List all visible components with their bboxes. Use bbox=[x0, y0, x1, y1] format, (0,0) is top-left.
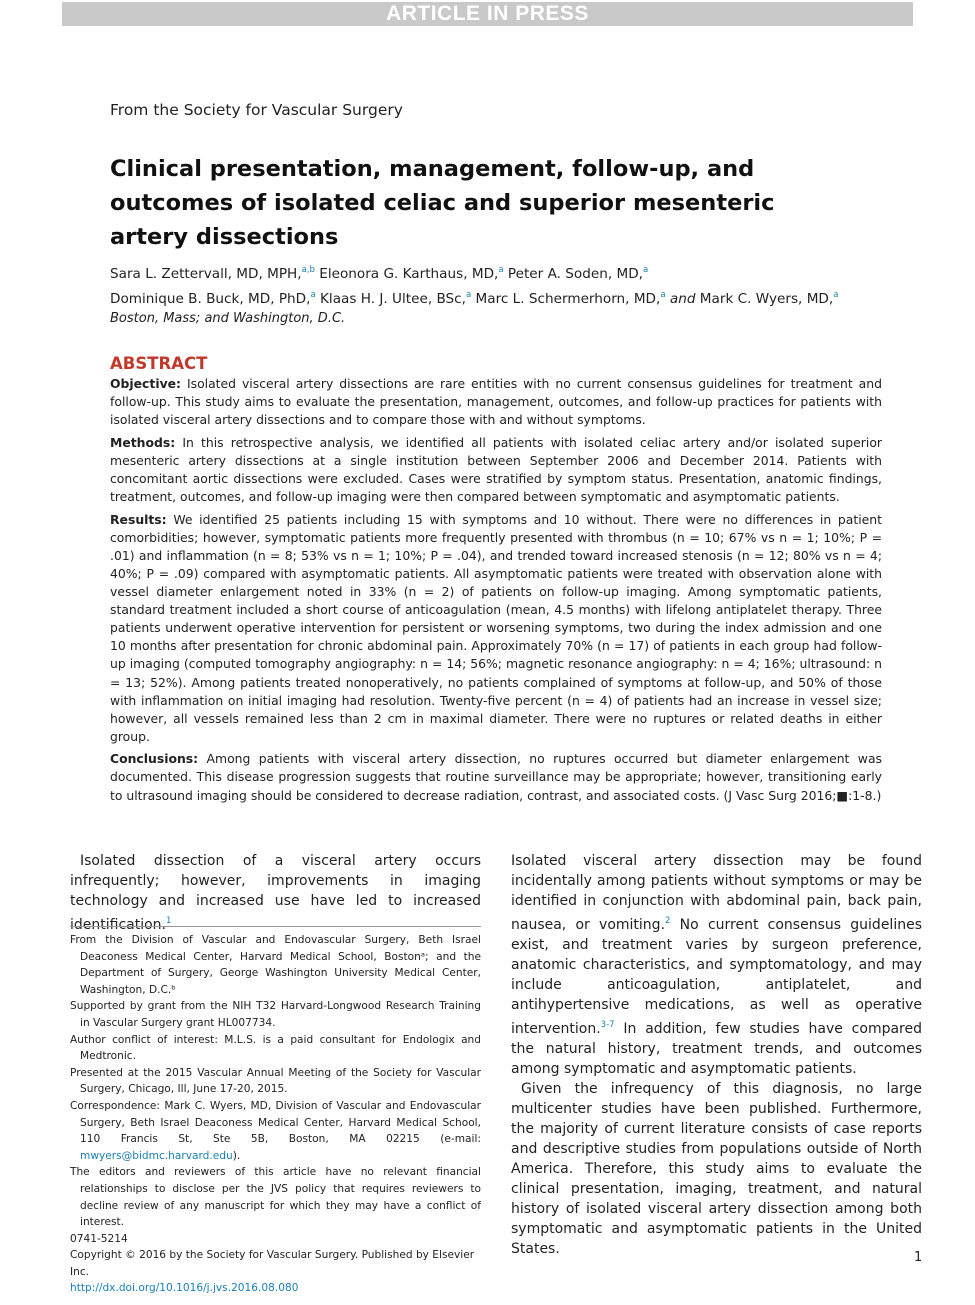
body-paragraph bbox=[511, 851, 922, 1079]
footnote-correspondence bbox=[70, 1098, 481, 1164]
email-link[interactable]: mwyers@bidmc.harvard.edu bbox=[80, 1149, 233, 1162]
reference-link[interactable]: 2 bbox=[665, 916, 671, 926]
author-affil-sup[interactable]: a bbox=[660, 289, 666, 300]
author-name: Sara L. Zettervall, MD, MPH, bbox=[110, 266, 302, 282]
abstract-body bbox=[110, 375, 882, 809]
copyright: Copyright © 2016 by the Society for Vascular Surgery. Published by Elsevier Inc. bbox=[70, 1249, 475, 1278]
body-right-column bbox=[511, 851, 922, 1259]
page-number: 1 bbox=[914, 1250, 923, 1265]
author-affil-sup[interactable]: a bbox=[310, 289, 316, 300]
author-affil-sup[interactable]: a bbox=[833, 289, 839, 300]
reference-link[interactable]: 3-7 bbox=[600, 1020, 615, 1030]
conclusions-text: Among patients with visceral artery dissection, no ruptures occurred but diameter enlargement was documented. This disease progression suggests that routine surveillance may be appropriate; however, transitioning early to ultrasound imaging should be considered to decrease radiation, contrast, and associated costs. (J Vasc Surg 2016;■:1-8.) bbox=[110, 751, 882, 803]
footnote-presented: Presented at the 2015 Vascular Annual Meeting of the Society for Vascular Surgery, Chicago, Ill, June 17-20, 2015. bbox=[70, 1066, 481, 1096]
abstract-objective bbox=[110, 375, 882, 429]
reference-link[interactable]: 1 bbox=[166, 916, 172, 926]
title-line-3: artery dissections bbox=[110, 224, 339, 250]
author-affil-sup[interactable]: a bbox=[465, 289, 472, 300]
author-affiliation: Boston, Mass; and Washington, D.C. bbox=[110, 311, 346, 326]
article-in-press-banner: ARTICLE IN PRESS bbox=[62, 2, 913, 26]
author-list bbox=[110, 260, 900, 330]
author-name: Klaas H. J. Ultee, BSc, bbox=[320, 290, 466, 307]
author-line-1 bbox=[110, 260, 900, 285]
abstract-methods bbox=[110, 434, 882, 506]
footnote-divider bbox=[70, 926, 481, 927]
author-name: Marc L. Schermerhorn, MD, bbox=[475, 290, 661, 307]
authors-conjunction: and bbox=[669, 290, 696, 307]
results-label: Results: bbox=[110, 511, 167, 527]
author-name: Mark C. Wyers, MD, bbox=[699, 290, 834, 307]
body-paragraph-text: Isolated dissection of a visceral artery occurs infrequently; however, improvements in imaging technology and increased use have led to increased identification. bbox=[70, 853, 481, 933]
abstract-conclusions bbox=[110, 750, 882, 804]
body-left-column bbox=[70, 851, 481, 935]
author-affil-sup[interactable]: a bbox=[643, 265, 649, 275]
author-name: Dominique B. Buck, MD, PhD, bbox=[110, 290, 311, 307]
footnote-editors: The editors and reviewers of this article have no relevant financial relationships to disclose per the JVS policy that requires reviewers to decline review of any manuscript for which they may have a conflict of interest. bbox=[70, 1166, 481, 1229]
footnote-grant: Supported by grant from the NIH T32 Harvard-Longwood Research Training in Vascular Surgery grant HL007734. bbox=[70, 1000, 481, 1029]
body-paragraph: Given the infrequency of this diagnosis, no large multicenter studies have been published. Furthermore, the majority of current literature consists of case reports and descriptive studies from populations outside of North America. Therefore, this study aims to evaluate the clinical presentation, imaging, treatment, and natural history of isolated visceral artery dissection among both symptomatic and asymptomatic patients in the United States. bbox=[511, 1081, 922, 1257]
body-text: In addition, few studies have compared the natural history, treatment trends, and outcomes among symptomatic and asymptomatic patients. bbox=[511, 1021, 922, 1077]
footnote-affiliation: From the Division of Vascular and Endovascular Surgery, Beth Israel Deaconess Medical Center, Harvard Medical School, Bostonᵃ; and the Department of Surgery, George Washington University Medical Center, Washington, D.C.ᵇ bbox=[70, 934, 481, 996]
author-name: Peter A. Soden, MD, bbox=[507, 266, 644, 282]
author-name: Eleonora G. Karthaus, MD, bbox=[319, 266, 499, 282]
conclusions-label: Conclusions: bbox=[110, 751, 199, 767]
methods-label: Methods: bbox=[110, 434, 176, 450]
section-label: From the Society for Vascular Surgery bbox=[110, 101, 403, 119]
author-line-2 bbox=[110, 285, 900, 310]
correspondence-text: Correspondence: Mark C. Wyers, MD, Division of Vascular and Endovascular Surgery, Beth Israel Deaconess Medical Center, Harvard Medical School, 110 Francis St, Ste 5B, Boston, MA 02215 (e-mail: bbox=[70, 1099, 481, 1146]
issn: 0741-5214 bbox=[70, 1232, 128, 1245]
objective-label: Objective: bbox=[110, 376, 182, 391]
footnotes bbox=[70, 932, 481, 1297]
methods-text: In this retrospective analysis, we identified all patients with isolated celiac artery and/or isolated superior mesenteric artery dissections at a single institution between September 2006 and December 2014. Patients with concomitant aortic dissections were excluded. Cases were stratified by symptom status. Presentation, anatomic findings, treatment, outcomes, and follow-up imaging were then compared between symptomatic and asymptomatic patients. bbox=[110, 434, 882, 505]
doi-link[interactable]: http://dx.doi.org/10.1016/j.jvs.2016.08.080 bbox=[70, 1282, 299, 1295]
article-title bbox=[110, 152, 810, 254]
objective-text: Isolated visceral artery dissections are rare entities with no current consensus guidelines for treatment and follow-up. This study aims to evaluate the presentation, management, outcomes, and follow-up practices for patients with isolated visceral artery dissections and to compare those with and without symptoms. bbox=[110, 376, 882, 428]
title-line-1: Clinical presentation, management, follow-up, and bbox=[110, 156, 755, 182]
author-affil-sup[interactable]: a,b bbox=[301, 265, 315, 275]
body-text: No current consensus guidelines exist, and treatment varies by surgeon preference, anatomic characteristics, and symptomatology, and may include anticoagulation, antiplatelet, and antihypertensive medications, as well as operative intervention. bbox=[511, 917, 922, 1037]
results-text: We identified 25 patients including 15 with symptoms and 10 without. There were no differences in patient comorbidities; however, symptomatic patients more frequently presented with thrombus (n = 10; 67% vs n = 1; 10%; P = .01) and inflammation (n = 8; 53% vs n = 1; 10%; P = .04), and trended toward increased stenosis (n = 12; 80% vs n = 4; 40%; P = .09) compared with asymptomatic patients. All asymptomatic patients were treated with observation alone with vessel diameter enlargement noted in 33% (n = 2) of patients on follow-up imaging. Among symptomatic patients, standard treatment included a short course of anticoagulation (mean, 4.5 months) with lifelong antiplatelet therapy. Three patients underwent operative intervention for persistent or worsening symptoms, two during the index admission and one 10 months after presentation for chronic abdominal pain. Approximately 70% (n = 17) of patients in each group had follow-up imaging (computed tomography angiography: n = 14; 56%; magnetic resonance angiography: n = 4; 16%; ultrasound: n = 13; 52%). Among patients treated nonoperatively, no patients complained of symptoms at follow-up, and 50% of those with inflammation on initial imaging had resolution. Twenty-five percent (n = 4) of patients had an increase in vessel size; however, all vessels remained less than 2 cm in maximal diameter. There were no ruptures or related deaths in either group. bbox=[110, 511, 882, 744]
footnote-conflict: Author conflict of interest: M.L.S. is a paid consultant for Endologix and Medtronic. bbox=[70, 1033, 481, 1063]
title-line-2: outcomes of isolated celiac and superior mesenteric bbox=[110, 190, 775, 216]
body-text: Isolated visceral artery dissection may be found incidentally among patients without symptoms or may be identified in conjunction with abdominal pain, back pain, nausea, or vomiting. bbox=[511, 853, 922, 933]
body-paragraph bbox=[70, 851, 481, 935]
author-affil-sup[interactable]: a bbox=[498, 265, 504, 275]
correspondence-end: ). bbox=[232, 1149, 241, 1162]
abstract-results bbox=[110, 511, 882, 746]
abstract-heading: ABSTRACT bbox=[110, 354, 208, 373]
